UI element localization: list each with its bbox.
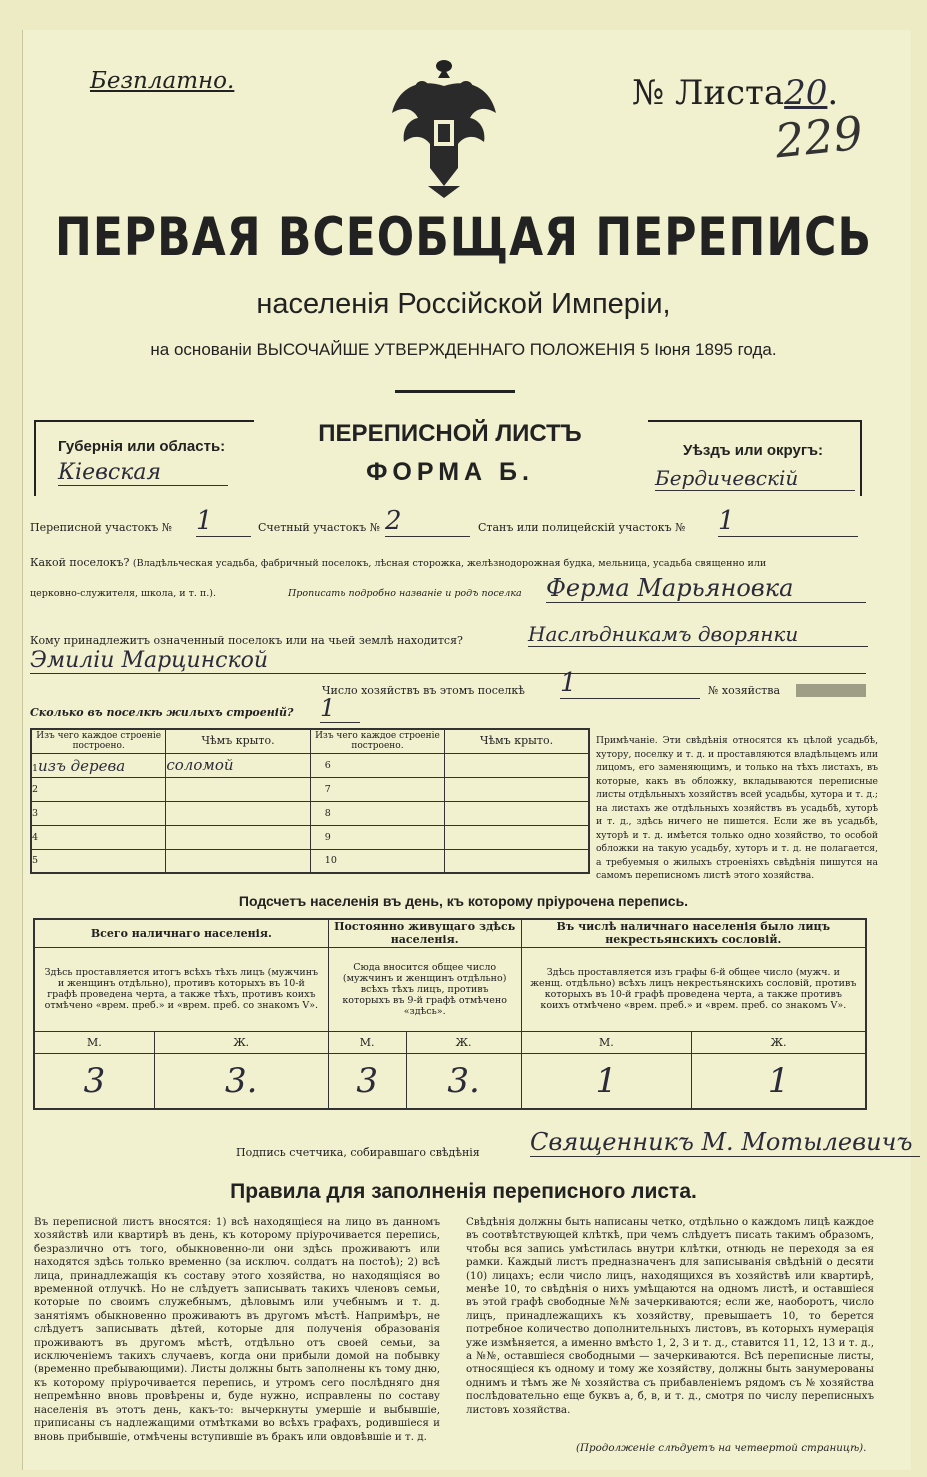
settlement-value[interactable]: Ферма Марьяновка (546, 574, 866, 603)
material-header-left: Изъ чего каждое строеніе построено. (31, 729, 166, 753)
rules-left-column: Въ переписной листъ вносятся: 1) всѣ находящіеся на лицо въ данномъ хозяйствѣ или квартирѣ въ день, къ которому пріурочивается перепись, безразлично отъ того, обыкновенно-ли они здѣсь проживаютъ или находятся здѣсь только временно (за исключ. солдатъ на постоѣ); 2) всѣ лица, принадлежащія къ составу этого хозяйства, но находящіяся во временной отлучкѣ. Но не слѣдуетъ записывать такихъ членовъ семьи, которые по своимъ служебнымъ, дѣловымъ или учебнымъ и т. д. занятіямъ обыкновенно проживаютъ въ другомъ мѣстѣ. Напримѣръ, не слѣдуетъ записывать дѣтей, которые для полученія образованія проживаютъ въ другомъ мѣстѣ, отдѣльно отъ своей семьи, за исключеніемъ такихъ случаевъ, когда они прибыли домой на побывку (временно пребывающими). Листы должны быть заполнены къ тому дню, къ которому пріурочивается перепись, и утромъ сего послѣдняго дня непремѣнно вновь провѣрены и, буде нужно, исправлены по составу населенія въ этотъ день, какъ-то: вычеркнуты умершіе и выбывшіе, приписаны съ надлежащими отмѣтками во всѣхъ графахъ, родившіеся и вновь прибывшіе, отмѣчены вступившіе въ бракъ или овдовѣвшіе и т. д. (34, 1216, 440, 1443)
count-district-label: Счетный участокъ № (258, 521, 381, 534)
total-male-value[interactable]: 3 (34, 1053, 154, 1109)
form-title: ПЕРЕПИСНОЙ ЛИСТЪ (318, 420, 582, 447)
settlement-question: Какой поселокъ? (Владѣльческая усадьба, фабричный поселокъ, лѣсная сторожка, желѣзнодорожная будка, мельница, усадьба священно или (30, 556, 767, 569)
buildings-question: Сколько въ поселкѣ жилыхъ строеній? (30, 706, 294, 719)
sheet-number-label: № Листа (632, 73, 785, 113)
sheet-number-value: 20 (784, 73, 828, 113)
rules-heading: Правила для заполненія переписного листа. (230, 1180, 697, 1203)
settlement-instruction: Прописать подробно названіе и родъ поселка (288, 588, 522, 599)
household-number-redacted (796, 684, 866, 697)
count-district-value[interactable]: 2 (385, 506, 470, 537)
female-label: Ж. (692, 1031, 866, 1053)
permanent-female-value[interactable]: 3. (406, 1053, 521, 1109)
divider (395, 390, 515, 393)
male-label: М. (521, 1031, 692, 1053)
building-row: 2 7 (31, 777, 589, 801)
material-header-right: Изъ чего каждое строеніе построено. (310, 729, 444, 753)
building-row: 5 10 (31, 849, 589, 873)
building-row: 3 8 (31, 801, 589, 825)
census-district-value[interactable]: 1 (196, 506, 251, 537)
permanent-population-title: Постоянно живущаго здѣсь населенія. (328, 919, 521, 947)
buildings-note: Примѣчаніе. Эти свѣдѣнія относятся къ цѣлой усадьбѣ, хутору, поселку и т. д. и проставляются владѣльцемъ или лицомъ, его заменяющимъ, и только на тѣхъ листахъ, въ которые, какъ въ обложку, вкладываются переписные листы отдѣльныхъ хозяйствъ всей усадьбы, хутора и т. д.; на листахъ же отдѣльныхъ хозяйствъ въ усадьбѣ, хуторѣ и т. д., здѣсь ничего не пишется. Если же въ усадьбѣ, хуторѣ и т. д. имѣется только одно хозяйство, то особой обложки на такую усадьбу, хуторъ и т. д. не полагается, а требуемыя о жилыхъ строеніяхъ свѣдѣнія пишутся на самомъ переписномъ листѣ этого хозяйства. (596, 735, 878, 881)
population-heading: Подсчетъ населенія въ день, къ которому пріурочена перепись. (238, 893, 689, 909)
uezd-value[interactable]: Бердичевскій (655, 466, 855, 491)
building-row: 1изъ дерева соломой 6 (31, 753, 589, 777)
sheet-number: № Листа20. (632, 73, 839, 113)
household-number-label: № хозяйства (708, 684, 780, 697)
rules-right-column: Свѣдѣнія должны быть написаны четко, отдѣльно о каждомъ лицѣ каждое въ соотвѣтствующей клѣткѣ, при чемъ слѣдуетъ писать такимъ образомъ, чтобы вся запись умѣстилась внутри клѣтки, отнюдь не переходя за ея рамки. Каждый листъ предназначенъ для записыванія свѣдѣній о десяти (10) лицахъ; если число лицъ, находящихся въ хозяйствѣ или квартирѣ, менѣе 10, то свѣдѣнія о нихъ умѣщаются на одномъ листѣ, и оставшіеся въ этой графѣ свободные №№ зачеркиваются; если же, наоборотъ, число лицъ, принадлежащихъ къ хозяйству, превышаетъ 10, то берется потребное количество дополнительныхъ листовъ, въ которыхъ нумерація уже измѣняется, а именно вмѣсто 1, 2, 3 и т. д., ставится 11, 12, 13 и т. д., а №№, оставшіеся свободными — зачеркиваются. Всѣ переписные листы, относящіеся къ одному и тому же хозяйству, должны быть занумерованы однимъ и тѣмъ же № хозяйства съ прибавленіемъ рядомъ съ № хозяйства послѣдовательно еще буквъ а, б, в, и т. д., смотря по числу переписныхъ листовъ хозяйства. (466, 1216, 874, 1416)
permanent-male-value[interactable]: 3 (328, 1053, 406, 1109)
free-label: Безплатно. (90, 68, 235, 94)
total-population-desc: Здѣсь проставляется итогъ всѣхъ тѣхъ лицъ (мужчинъ и женщинъ отдѣльно), противъ которыхъ въ 10-й графѣ проведена черта, а также тѣхъ, противъ коихъ отмѣчено «врем. преб.» и «врем. преб. со знакомъ V». (34, 947, 328, 1031)
stan-label: Станъ или полицейскій участокъ № (478, 521, 686, 534)
non-peasant-desc: Здѣсь проставляется изъ графы 6-й общее число (мужч. и женщ. отдѣльно) всѣхъ лицъ некрестьянскихъ сословій, противъ которыхъ въ 10-й графѣ проведена черта, а также противъ коихъ отмѣчено «врем. преб.» и «врем. преб. со знакомъ V». (521, 947, 866, 1031)
roof-header-right: Чѣмъ крыто. (445, 729, 589, 753)
owner-value-1[interactable]: Наслѣдникамъ дворянки (528, 622, 868, 647)
female-label: Ж. (406, 1031, 521, 1053)
owner-value-2[interactable]: Эмиліи Марцинской (30, 648, 866, 674)
uezd-label: Уѣздъ или округъ: (683, 442, 824, 459)
total-population-title: Всего наличнаго населенія. (34, 919, 328, 947)
buildings-count[interactable]: 1 (320, 694, 360, 723)
page-title: ПЕРВАЯ ВСЕОБЩАЯ ПЕРЕПИСЬ (55, 206, 872, 269)
female-label: Ж. (154, 1031, 328, 1053)
continued-note: (Продолженіе слѣдуетъ на четвертой страницѣ). (576, 1442, 867, 1454)
male-label: М. (328, 1031, 406, 1053)
households-label: Число хозяйствъ въ этомъ поселкѣ (322, 684, 525, 697)
census-district-label: Переписной участокъ № (30, 521, 173, 534)
non-peasant-female-value[interactable]: 1 (692, 1053, 866, 1109)
double-headed-eagle-icon (388, 58, 500, 200)
total-female-value[interactable]: 3. (154, 1053, 328, 1109)
male-label: М. (34, 1031, 154, 1053)
owner-question: Кому принадлежитъ означенный поселокъ или на чьей землѣ находится? (30, 634, 463, 647)
guberniya-label: Губернія или область: (58, 438, 226, 455)
form-type: ФОРМА Б. (366, 458, 534, 486)
non-peasant-male-value[interactable]: 1 (521, 1053, 692, 1109)
non-peasant-title: Въ числѣ наличнаго населенія было лицъ некрестьянскихъ сословій. (521, 919, 866, 947)
stan-value[interactable]: 1 (718, 506, 858, 537)
buildings-table (30, 728, 590, 874)
settlement-hint: церковно-служителя, школа, и т. п.). (30, 588, 216, 599)
sheet-number-handwritten: 229 (772, 105, 866, 169)
households-value[interactable]: 1 (560, 668, 700, 699)
roof-header-left: Чѣмъ крыто. (166, 729, 310, 753)
building-row: 4 9 (31, 825, 589, 849)
population-table (33, 918, 867, 1110)
page-subtitle: населенія Россійской Имперіи, (256, 288, 671, 320)
permanent-population-desc: Сюда вносится общее число (мужчинъ и женщинъ отдѣльно) всѣхъ тѣхъ лицъ, противъ которыхъ въ 9-й графѣ отмѣчено «здѣсь». (328, 947, 521, 1031)
signature-value[interactable]: Священникъ М. Мотылевичъ (530, 1128, 920, 1157)
legal-basis: на основаніи ВЫСОЧАЙШЕ УТВЕРЖДЕННАГО ПОЛОЖЕНІЯ 5 Іюня 1895 года. (150, 340, 777, 359)
signature-label: Подпись счетчика, собиравшаго свѣдѣнія (236, 1146, 480, 1159)
guberniya-value[interactable]: Кіевская (58, 460, 228, 486)
